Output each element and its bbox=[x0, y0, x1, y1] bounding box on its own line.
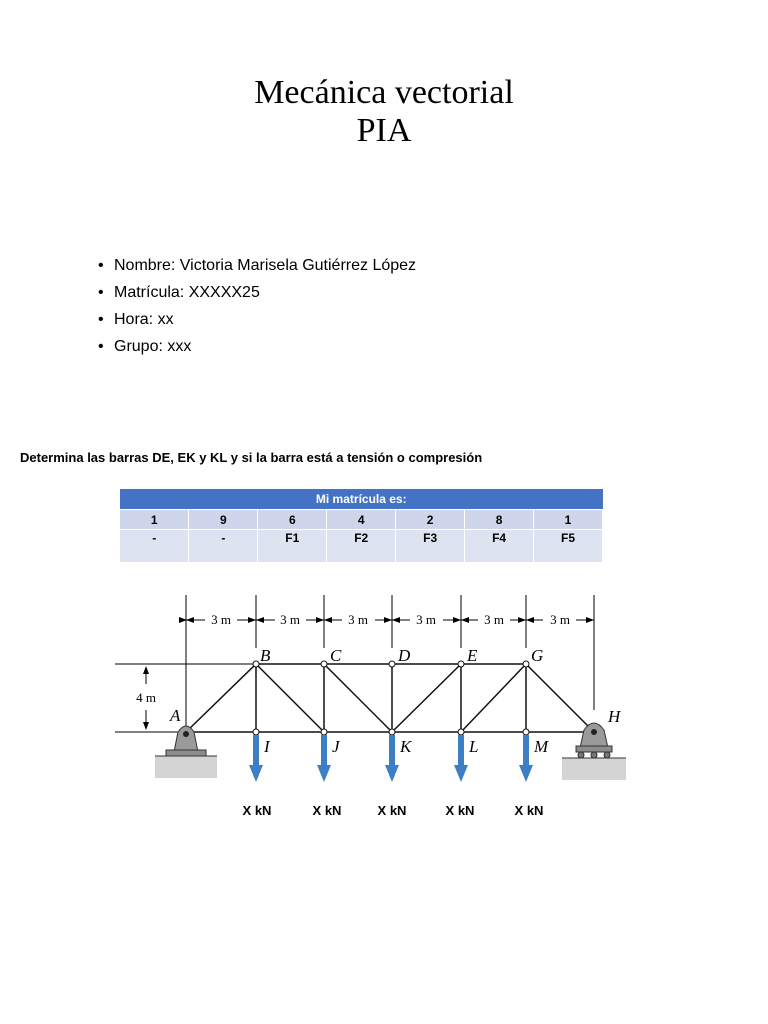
load-label: X kN bbox=[445, 803, 475, 818]
roller-support-icon bbox=[576, 723, 612, 758]
info-label: Grupo: xxx bbox=[114, 338, 192, 355]
instruction-text: Determina las barras DE, EK y KL y si la barra está a tensión o compresión bbox=[20, 450, 483, 465]
ground-right bbox=[562, 758, 626, 780]
truss-members bbox=[186, 664, 594, 732]
table-row-digits bbox=[120, 510, 603, 530]
table-cell: 6 bbox=[258, 510, 327, 530]
table-cell: F5 bbox=[534, 530, 603, 563]
document-title: Mecánica vectorial bbox=[254, 74, 514, 111]
node-label: L bbox=[469, 737, 479, 756]
document-subtitle: PIA bbox=[356, 112, 412, 149]
bullet-icon: • bbox=[98, 257, 104, 274]
node-label: E bbox=[467, 646, 478, 665]
node-label: J bbox=[332, 737, 340, 756]
table-cell: F2 bbox=[327, 530, 396, 563]
load-arrow-icon bbox=[385, 735, 399, 782]
table-cell: F1 bbox=[258, 530, 327, 563]
table-cell: 1 bbox=[534, 510, 603, 530]
table-cell: 4 bbox=[327, 510, 396, 530]
spacing-label: 3 m bbox=[211, 612, 231, 627]
spacing-label: 3 m bbox=[416, 612, 436, 627]
table-cell: F4 bbox=[465, 530, 534, 563]
bullet-icon: • bbox=[98, 338, 104, 355]
load-arrows bbox=[249, 735, 533, 782]
pin-support-icon bbox=[166, 726, 206, 756]
table-cell: - bbox=[189, 530, 258, 563]
table-cell: F3 bbox=[396, 530, 465, 563]
node-label: A bbox=[170, 706, 181, 725]
truss-joints bbox=[253, 661, 529, 735]
info-item-hora bbox=[98, 306, 416, 333]
info-item-name bbox=[98, 252, 416, 279]
info-item-matricula bbox=[98, 279, 416, 306]
load-label: X kN bbox=[312, 803, 342, 818]
info-label: Hora: xx bbox=[114, 311, 174, 328]
ground-left bbox=[155, 756, 217, 778]
node-label: I bbox=[264, 737, 270, 756]
table-cell: - bbox=[120, 530, 189, 563]
height-label: 4 m bbox=[136, 690, 156, 705]
table-cell: 9 bbox=[189, 510, 258, 530]
load-label: X kN bbox=[514, 803, 544, 818]
info-label: Matrícula: XXXXX25 bbox=[114, 284, 260, 301]
table-cell: 2 bbox=[396, 510, 465, 530]
spacing-label: 3 m bbox=[550, 612, 570, 627]
spacing-label: 3 m bbox=[484, 612, 504, 627]
node-label: M bbox=[534, 737, 549, 756]
load-arrow-icon bbox=[249, 735, 263, 782]
spacing-label: 3 m bbox=[348, 612, 368, 627]
table-header: Mi matrícula es: bbox=[120, 489, 603, 510]
spacing-label: 3 m bbox=[280, 612, 300, 627]
info-item-grupo bbox=[98, 333, 416, 360]
truss-diagram bbox=[0, 580, 768, 830]
student-info-list bbox=[98, 252, 416, 360]
table-cell: 1 bbox=[120, 510, 189, 530]
load-label: X kN bbox=[377, 803, 407, 818]
node-label: H bbox=[608, 707, 621, 726]
matricula-table bbox=[120, 489, 603, 563]
bullet-icon: • bbox=[98, 284, 104, 301]
load-arrow-icon bbox=[519, 735, 533, 782]
load-arrow-icon bbox=[317, 735, 331, 782]
node-label: B bbox=[260, 646, 271, 665]
table-cell: 8 bbox=[465, 510, 534, 530]
load-label: X kN bbox=[242, 803, 272, 818]
load-arrow-icon bbox=[454, 735, 468, 782]
node-label: G bbox=[531, 646, 544, 665]
node-label: K bbox=[400, 737, 412, 756]
table-row-labels bbox=[120, 530, 603, 563]
node-label: C bbox=[330, 646, 342, 665]
info-label: Nombre: Victoria Marisela Gutiérrez López bbox=[114, 257, 417, 274]
node-label: D bbox=[398, 646, 411, 665]
bullet-icon: • bbox=[98, 311, 104, 328]
